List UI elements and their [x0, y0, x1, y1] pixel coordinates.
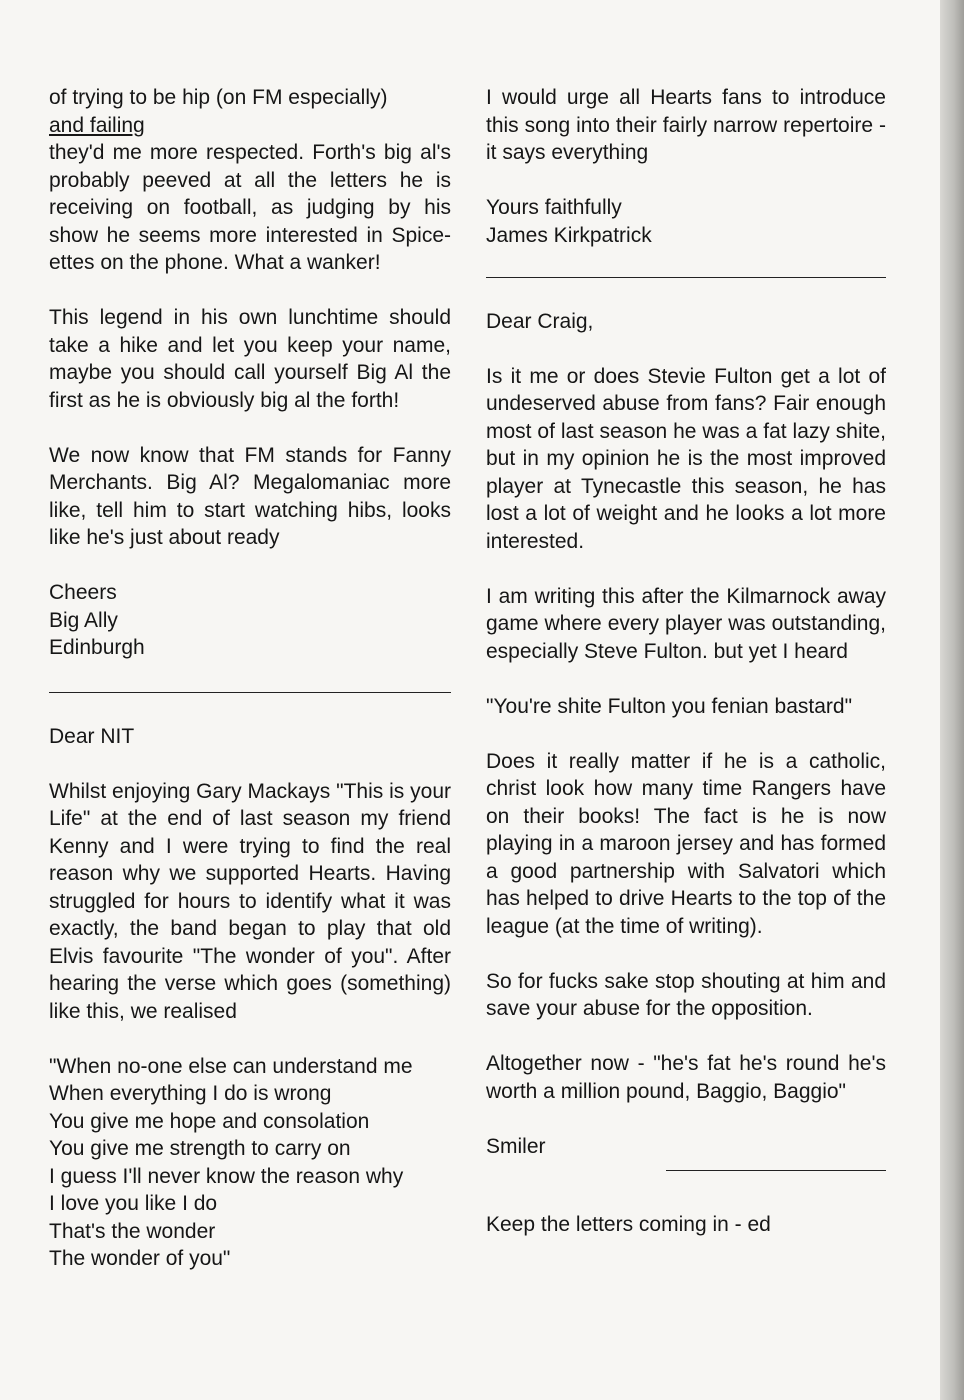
letter-divider	[666, 1170, 886, 1171]
letter-salutation: Dear NIT	[49, 724, 135, 748]
letter-signoff	[49, 579, 451, 662]
letter-divider	[49, 692, 451, 693]
letter-salutation: Dear Craig,	[486, 309, 594, 333]
letter-continuation	[49, 84, 451, 277]
letter-paragraph: This legend in his own lunchtime should take a hike and let you keep your name, maybe you should call yourself Big Al the first as he is obviously big al the forth!	[49, 306, 451, 412]
letter-paragraph: they'd me more respected. Forth's big al's probably peeved at all the letters he is receiving on football, as judging by his show he seems more interested in Spice-ettes on the phone. What a wanker!	[49, 141, 451, 274]
lyric-line: I guess I'll never know the reason why	[49, 1164, 404, 1188]
page-edge-shadow	[940, 0, 964, 1400]
letter-paragraph: So for fucks sake stop shouting at him and save your abuse for the opposition.	[486, 969, 886, 1020]
letter-paragraph: I would urge all Hearts fans to introduce this song into their fairly narrow repertoire - it says everything	[486, 86, 886, 164]
signoff-line: Yours faithfully	[486, 196, 622, 219]
lyric-line: When everything I do is wrong	[49, 1082, 332, 1105]
letter-paragraph: I am writing this after the Kilmarnock away game where every player was outstanding, especially Steve Fulton. but yet I heard	[486, 584, 886, 663]
letter-signoff	[486, 194, 886, 249]
letter-signoff: Smiler	[486, 1134, 546, 1158]
lyric-line: You give me strength to carry on	[49, 1137, 351, 1160]
signoff-name: Big Ally	[49, 608, 118, 632]
editor-note: Keep the letters coming in - ed	[486, 1213, 771, 1236]
letter-paragraph: Is it me or does Stevie Fulton get a lot of undeserved abuse from fans? Fair enough most of last season he was a fat lazy shite, but in my opinion he is the most improved player at Tynecastle this season, he has lost a lot of weight and he looks a lot more interested.	[486, 364, 886, 553]
letter-paragraph: Altogether now - "he's fat he's round he's worth a million pound, Baggio, Baggio"	[486, 1052, 886, 1103]
signoff-line: Cheers	[49, 581, 117, 604]
letter-divider	[486, 277, 886, 278]
letter-paragraph: Does it really matter if he is a catholic, christ look how many time Rangers have on their books! The fact is he is now playing in a maroon jersey and has formed a good partnership with Salvatori which has helped to drive Hearts to the top of the league (at the time of writing).	[486, 749, 886, 938]
letter-paragraph: We now know that FM stands for Fanny Merchants. Big Al? Megalomaniac more like, tell him to start watching hibs, looks like he's just about ready	[49, 443, 451, 549]
song-lyrics	[49, 1053, 451, 1273]
quoted-chant: "You're shite Fulton you fenian bastard"	[486, 694, 853, 718]
lyric-line: "When no-one else can understand me	[49, 1054, 413, 1078]
lyric-line: The wonder of you"	[49, 1247, 231, 1270]
signoff-location: Edinburgh	[49, 636, 145, 659]
letter-paragraph: Whilst enjoying Gary Mackays "This is your Life" at the end of last season my friend Kenny and I were trying to find the real reason why we supported Hearts. Having struggled for hours to identify what it was exactly, the band began to play that old Elvis favourite "The wonder of you". After hearing the verse which goes (something) like this, we realised	[49, 779, 451, 1023]
opening-line: of trying to be hip (on FM especially)	[49, 86, 388, 109]
underlined-phrase: and failing	[49, 113, 145, 137]
left-column	[49, 84, 451, 1300]
lyric-line: You give me hope and consolation	[49, 1109, 370, 1133]
lyric-line: I love you like I do	[49, 1192, 218, 1215]
right-column	[486, 84, 886, 1266]
signoff-name: James Kirkpatrick	[486, 223, 652, 247]
lyric-line: That's the wonder	[49, 1219, 216, 1243]
